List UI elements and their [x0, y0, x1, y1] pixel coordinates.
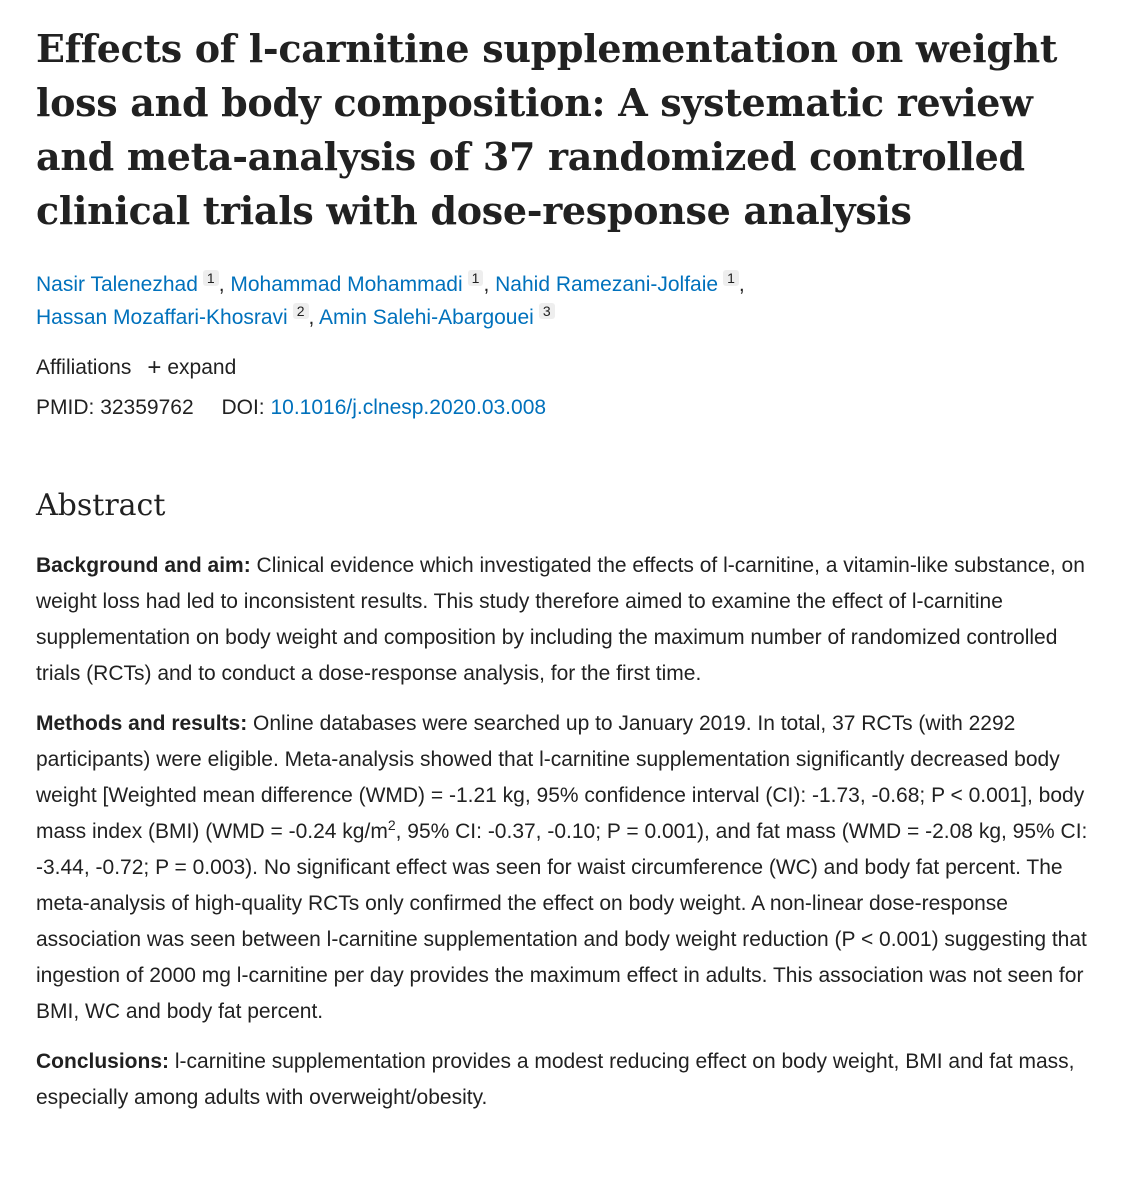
affiliation-badge[interactable]: 1: [468, 270, 484, 286]
abstract-background: [36, 548, 1105, 692]
affiliations-label: Affiliations: [36, 356, 132, 379]
methods-text-a: Online databases were searched up to January 2019. In total, 37 RCTs (with 2292 participants) were eligible. Meta-analysis showed that l-carnitine supplementation significantly decreased body weight [Weighted mean difference (WMD) = -1.21 kg, 95% confidence interval (CI): -1.73, -0.68; P < 0.001], body mass index (BMI) (WMD = -0.24 kg/m: [36, 712, 1085, 843]
author-link[interactable]: Nahid Ramezani-Jolfaie: [495, 273, 719, 296]
expand-label: expand: [167, 356, 237, 379]
affiliation-badge[interactable]: 1: [723, 270, 739, 286]
plus-icon: +: [147, 354, 162, 381]
author-link[interactable]: Nasir Talenezhad: [36, 273, 198, 296]
pmid-label: PMID:: [36, 396, 95, 419]
author-entry: [36, 303, 315, 329]
doi-label: DOI:: [221, 396, 265, 419]
author-entry: [495, 270, 745, 296]
author-separator: ,: [308, 306, 315, 329]
conclusions-label: Conclusions:: [36, 1050, 170, 1073]
author-link[interactable]: Mohammad Mohammadi: [230, 273, 463, 296]
superscript-2: 2: [387, 817, 396, 833]
article-title: Effects of l-carnitine supplementation on weight loss and body composition: A systematic review and meta-analysis of 37 randomized controlled clinical trials with dose-response analysis: [36, 26, 1058, 233]
author-entry: [319, 303, 555, 329]
conclusions-text: l-carnitine supplementation provides a modest reducing effect on body weight, BMI and fat mass, especially among adults with overweight/obesity.: [36, 1050, 1075, 1109]
author-separator: ,: [218, 273, 225, 296]
expand-affiliations-button[interactable]: [147, 354, 236, 382]
author-link[interactable]: Hassan Mozaffari-Khosravi: [36, 306, 288, 329]
author-list: [36, 268, 1105, 334]
abstract-conclusions: [36, 1044, 1105, 1116]
author-entry: [230, 270, 490, 296]
pmid-value: 32359762: [100, 396, 194, 419]
background-label: Background and aim:: [36, 554, 251, 577]
author-separator: ,: [738, 273, 745, 296]
author-link[interactable]: Amin Salehi-Abargouei: [319, 306, 534, 329]
methods-label: Methods and results:: [36, 712, 248, 735]
author-separator: ,: [483, 273, 490, 296]
background-text: Clinical evidence which investigated the effects of l-carnitine, a vitamin-like substance, on weight loss had led to inconsistent results. This study therefore aimed to examine the effect of l-carnitine supplementation on body weight and composition by including the maximum number of randomized controlled trials (RCTs) and to conduct a dose-response analysis, for the first time.: [36, 554, 1085, 685]
methods-text-b: , 95% CI: -0.37, -0.10; P = 0.001), and fat mass (WMD = -2.08 kg, 95% CI: -3.44, -0.72; P = 0.003). No significant effect was seen for waist circumference (WC) and body fat percent. The meta-analysis of high-quality RCTs only confirmed the effect on body weight. A non-linear dose-response association was seen between l-carnitine supplementation and body weight reduction (P < 0.001) suggesting that ingestion of 2000 mg l-carnitine per day provides the maximum effect in adults. This association was not seen for BMI, WC and body fat percent.: [36, 820, 1088, 1023]
author-entry: [36, 270, 225, 296]
identifiers-row: [36, 394, 1105, 422]
doi-link[interactable]: 10.1016/j.clnesp.2020.03.008: [270, 396, 547, 419]
abstract-methods: [36, 706, 1105, 1030]
affiliations-row: [36, 354, 1105, 382]
affiliation-badge[interactable]: 3: [539, 303, 555, 319]
abstract-heading: Abstract: [36, 488, 166, 523]
affiliation-badge[interactable]: 2: [293, 303, 309, 319]
affiliation-badge[interactable]: 1: [203, 270, 219, 286]
